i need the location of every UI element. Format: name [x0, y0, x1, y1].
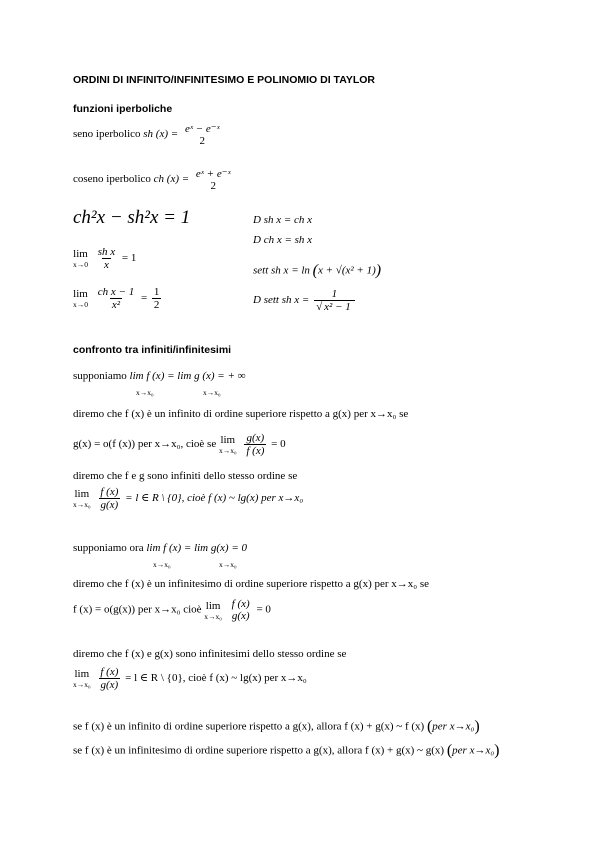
limit-result: = 0	[256, 603, 271, 616]
limit-operator	[219, 434, 237, 455]
ratio-fraction	[98, 666, 120, 691]
limit-word: lim	[73, 288, 88, 300]
infinitesimal-sum-rule: se f (x) è un infinitesimo di ordine superiore rispetto a g(x), allora f (x) + g(x) ~ g(x)	[73, 744, 445, 757]
infinite-sum-rule: se f (x) è un infinito di ordine superiore rispetto a g(x), allora f (x) + g(x) ~ f (x)	[73, 720, 425, 733]
open-paren: (	[312, 262, 318, 279]
limit-subscript-a: x→x₀	[136, 388, 154, 397]
denominator: g(x)	[100, 499, 119, 511]
compare-line-4: diremo che f e g sono infiniti dello stesso ordine se	[73, 470, 298, 482]
sqrt-radicand: x² − 1	[324, 301, 351, 313]
compare-line-2: diremo che f (x) è un infinito di ordine superiore rispetto a g(x) per x→x₀ se	[73, 408, 409, 420]
cosh-label: coseno iperbolico	[73, 173, 151, 186]
limit-operator	[73, 488, 91, 509]
limit-result: = 0	[271, 438, 286, 451]
close-paren: )	[494, 742, 500, 759]
denominator: f (x)	[246, 445, 265, 457]
limit-sinh-result: = 1	[121, 252, 137, 265]
limit-sinh-operator	[73, 248, 88, 269]
limit-subscript: x→0	[73, 260, 88, 269]
derivative-sinh: D sh x = ch x	[253, 214, 313, 226]
denominator: 2	[153, 299, 160, 311]
limit-result: = l ∈ R \ {0}, cioè f (x) ~ lg(x) per x→x₀	[125, 492, 304, 505]
numerator: g(x)	[246, 432, 265, 444]
limit-subscript-b: x→x₀	[219, 560, 237, 569]
open-paren: (	[426, 718, 433, 735]
little-o-statement: f (x) = o(g(x)) per x→x₀ cioè	[73, 603, 202, 616]
compare-line-7: diremo che f (x) è un infinitesimo di ordine superiore rispetto a g(x) per x→x₀ se	[73, 578, 430, 590]
compare-line-9: diremo che f (x) e g(x) sono infinitesimi dello stesso ordine se	[73, 648, 347, 660]
cosh-lhs: ch (x) =	[153, 173, 190, 186]
limit-subscript-a: x→x₀	[153, 560, 171, 569]
limit-operator	[204, 600, 222, 621]
limit-sinh-fraction	[96, 246, 117, 271]
limit-cosh	[73, 286, 163, 311]
sinh-definition	[73, 122, 224, 147]
limit-word: lim	[220, 434, 236, 446]
sinh-denominator: 2	[199, 135, 206, 147]
cosh-numerator: eˣ + e⁻ˣ	[195, 168, 231, 180]
compare-line-5	[73, 486, 303, 511]
limit-word: lim	[73, 248, 88, 260]
derivative-inverse-sinh-lhs: D sett sh x =	[253, 294, 310, 307]
sinh-label: seno iperbolico	[73, 128, 141, 141]
compare-line-8	[73, 598, 271, 622]
sinh-fraction	[183, 122, 222, 147]
limit-subscript: x→x₀	[204, 611, 222, 621]
condition: per x→x₀	[452, 744, 495, 757]
numerator: sh x	[97, 246, 116, 258]
denominator: x	[104, 259, 109, 271]
limit-subscript: x→0	[73, 300, 88, 309]
limit-subscript: x→x₀	[73, 680, 91, 689]
numerator: f (x)	[100, 486, 119, 498]
sinh-lhs: sh (x) =	[143, 128, 179, 141]
limit-cosh-fraction	[96, 286, 136, 311]
word-supponiamo-ora: supponiamo ora	[73, 542, 144, 554]
inverse-sinh-argument: x + √(x² + 1)	[318, 264, 376, 277]
page-title: ORDINI DI INFINITO/INFINITESIMO E POLINOMIO DI TAYLOR	[73, 74, 375, 86]
derivative-inverse-sinh-fraction	[314, 288, 355, 313]
compare-line-1	[73, 370, 245, 382]
cosh-denominator: 2	[210, 180, 217, 192]
numerator: f (x)	[231, 598, 250, 610]
denominator: √ x² − 1	[314, 300, 355, 313]
limit-zero-condition: lim f (x) = lim g(x) = 0	[146, 542, 248, 554]
derivative-cosh: D ch x = sh x	[253, 234, 313, 246]
denominator: g(x)	[100, 679, 119, 691]
close-paren: )	[375, 262, 382, 279]
limit-word: lim	[74, 668, 90, 680]
inverse-sinh	[253, 262, 381, 280]
limit-subscript-b: x→x₀	[203, 388, 221, 397]
limit-result: = l ∈ R \ {0}, cioè f (x) ~ lg(x) per x→x₀	[125, 672, 307, 685]
numerator: f (x)	[100, 666, 119, 678]
ratio-fraction	[98, 486, 120, 511]
half-fraction	[152, 286, 162, 311]
numerator: 1	[331, 288, 338, 300]
denominator: g(x)	[231, 610, 250, 622]
ratio-fraction	[244, 432, 266, 457]
open-paren: (	[446, 742, 453, 759]
compare-line-6	[73, 542, 247, 554]
derivative-inverse-sinh	[253, 288, 357, 313]
sinh-numerator: eˣ − e⁻ˣ	[184, 123, 220, 135]
limit-subscript: x→x₀	[73, 500, 91, 509]
section-hyperbolic-heading: funzioni iperboliche	[73, 103, 173, 115]
inverse-sinh-lhs: sett sh x = ln	[253, 264, 310, 277]
limit-subscript: x→x₀	[218, 446, 237, 455]
compare-line-10	[73, 666, 307, 691]
equals-sign: =	[140, 292, 148, 305]
numerator: 1	[153, 286, 160, 298]
compare-line-3	[73, 432, 286, 457]
section-compare-heading: confronto tra infiniti/infinitesimi	[73, 344, 232, 356]
little-o-statement: g(x) = o(f (x)) per x→x₀, cioè se	[73, 438, 217, 451]
denominator: x²	[111, 299, 121, 311]
word-supponiamo: supponiamo	[73, 370, 127, 382]
numerator: ch x − 1	[97, 286, 135, 298]
limit-sinh	[73, 246, 136, 271]
close-paren: )	[474, 718, 480, 735]
ratio-fraction	[230, 598, 252, 622]
condition: per x→x₀	[432, 720, 475, 733]
compare-line-12	[73, 742, 500, 760]
limit-cosh-operator	[73, 288, 88, 309]
cosh-fraction	[194, 167, 233, 192]
limit-word: lim	[74, 488, 90, 500]
limit-word: lim	[205, 599, 221, 612]
limit-operator	[73, 668, 91, 689]
cosh-definition	[73, 167, 235, 192]
compare-line-11	[73, 718, 480, 736]
limit-infinite-condition: lim f (x) = lim g (x) = + ∞	[129, 370, 246, 382]
hyperbolic-identity: ch²x − sh²x = 1	[73, 207, 191, 228]
